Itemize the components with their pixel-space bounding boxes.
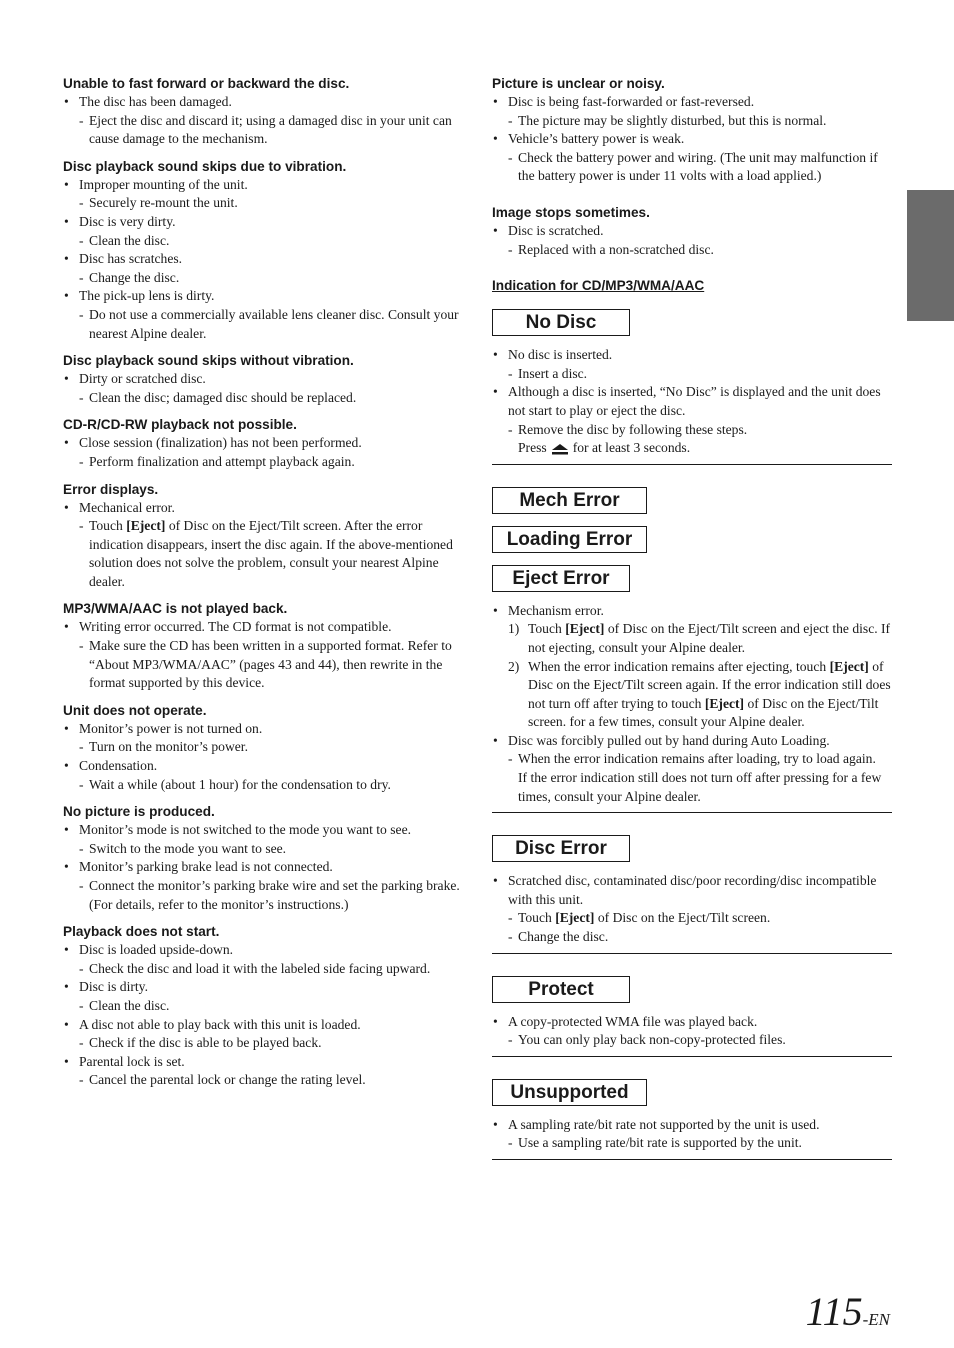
sub-item: - Wait a while (about 1 hour) for the condensation to dry. [79,776,391,792]
sub-item: - Switch to the mode you want to see. [79,840,287,856]
troubleshoot-section [63,702,465,794]
list-item: • Disc is scratched. - Replaced with a non-scratched disc. [492,222,892,259]
indication-unsupported [492,1079,892,1160]
section-heading: Unable to fast forward or backward the disc. [63,76,350,91]
eject-icon [551,443,569,455]
list-item: • Close session (finalization) has not been performed. - Perform finalization and attempt playback again. [63,434,465,471]
list-item: • Disc is dirty. - Clean the disc. [63,978,465,1015]
sub-item: - Securely re-mount the unit. [79,195,238,211]
page-number: 115-EN [805,1289,890,1334]
list-item: • Disc is loaded upside-down. - Check the disc and load it with the labeled side facing upward. [63,941,465,978]
list-item: • Scratched disc, contaminated disc/poor recording/disc incompatible with this unit. - Touch [Eject] of Disc on the Eject/Tilt screen. - Change the disc. [493,873,877,945]
troubleshoot-section [63,352,465,407]
list-item: • Improper mounting of the unit. - Securely re-mount the unit. [63,176,465,213]
sub-item: - Cancel the parental lock or change the rating level. [79,1072,366,1088]
list-item: • Mechanism error. 1) Touch [Eject] of Disc on the Eject/Tilt screen and eject the disc. If not ejecting, consult your Alpine dealer. 2) When the error indication remains after ejecting, touch [Eject] of Disc on the Eject/Tilt screen again. If the error indication still does not turn off after trying to touch [Eject] of Disc on the Eject/Tilt screen. for a few times, consult your Alpine dealer. [493,602,891,730]
list-item: • Although a disc is inserted, “No Disc” is displayed and the unit does not start to play or eject the disc. - Remove the disc by following these steps. Press for at least 3 seconds. [493,384,881,456]
sub-item: - Turn on the monitor’s power. [79,739,248,755]
sub-item: - Replaced with a non-scratched disc. [508,241,714,257]
list-item: • No disc is inserted. - Insert a disc. [493,347,613,381]
indication-no-disc [492,309,892,465]
list-item: • The pick-up lens is dirty. - Do not use a commercially available lens cleaner disc. Consult your nearest Alpine dealer. [63,287,465,343]
section-heading: Playback does not start. [63,924,220,940]
list-item: • Mechanical error. - Touch [Eject] of Disc on the Eject/Tilt screen. After the error indication disappears, insert the disc again. If the above-mentioned solution does not solve the problem, consult your nearest Alpine dealer. [63,499,465,592]
troubleshoot-section [63,416,465,471]
sub-item: - Check the disc and load it with the labeled side facing upward. [79,960,431,976]
list-item: • Writing error occurred. The CD format is not compatible. - Make sure the CD has been written in a supported format. Refer to “About MP3/WMA/AAC” (pages 43 and 44), then rewrite in the format supported by this device. [63,618,465,692]
sub-item: - Change the disc. [79,269,180,285]
list-item: • Disc was forcibly pulled out by hand during Auto Loading. - When the error indication remains after loading, try to load again. If the error indication still does not turn off after pressing for a few times, consult your Alpine dealer. [493,732,882,804]
sub-item: - Check the battery power and wiring. (The unit may malfunction if the battery power is under 11 volts with a load applied.) [508,149,878,184]
section-heading: Image stops sometimes. [492,204,650,220]
sub-item: - Eject the disc and discard it; using a damaged disc in your unit can cause damage to the mechanism. [79,112,452,147]
list-item: • Dirty or scratched disc. - Clean the disc; damaged disc should be replaced. [63,370,465,407]
no-disc-label: No Disc [492,309,630,336]
mech-error-label: Mech Error [492,487,647,514]
list-item: • Parental lock is set. - Cancel the parental lock or change the rating level. [63,1053,465,1090]
sub-item: - Connect the monitor’s parking brake wire and set the parking brake. (For details, refer to the monitor’s instructions.) [79,878,460,912]
sub-item: - The picture may be slightly disturbed, but this is normal. [508,112,827,128]
section-heading: Unit does not operate. [63,702,207,718]
protect-label: Protect [492,976,630,1003]
left-column [63,75,465,1099]
troubleshoot-section [63,481,465,592]
troubleshoot-section [492,204,892,259]
troubleshoot-section [63,600,465,692]
section-heading: Disc playback sound skips without vibration. [63,353,354,369]
sub-item: - Check if the disc is able to be played back. [79,1035,322,1051]
list-item: • Disc is very dirty. - Clean the disc. [63,213,465,250]
section-tab-marker [907,190,954,321]
list-item: • The disc has been damaged. - Eject the disc and discard it; using a damaged disc in your unit can cause damage to the mechanism. [63,93,465,149]
sub-item: - Clean the disc. [79,232,170,248]
section-heading: MP3/WMA/AAC is not played back. [63,601,288,617]
eject-error-label: Eject Error [492,565,630,592]
troubleshoot-section [63,158,465,343]
loading-error-label: Loading Error [492,526,647,553]
troubleshoot-section [492,75,892,186]
list-item: • Monitor’s mode is not switched to the mode you want to see. - Switch to the mode you want to see. [63,821,465,858]
section-heading: No picture is produced. [63,804,215,820]
indication-heading: Indication for CD/MP3/WMA/AAC [492,278,705,294]
indication-disc-error [492,835,892,953]
indication-mech-error [492,487,892,814]
list-item: • Condensation. - Wait a while (about 1 hour) for the condensation to dry. [63,757,465,794]
list-item: • Disc has scratches. - Change the disc. [63,250,465,287]
indication-protect [492,976,892,1057]
section-heading: Error displays. [63,481,159,497]
sub-item: - Touch [Eject] of Disc on the Eject/Tilt screen. After the error indication disappears, insert the disc again. If the above-mentioned solution does not solve the problem, consult your nearest Alpine dealer. [79,518,453,589]
troubleshoot-section [63,923,465,1090]
list-item: • A sampling rate/bit rate not supported by the unit is used. - Use a sampling rate/bit rate is supported by the unit. [493,1116,820,1151]
section-heading: CD-R/CD-RW playback not possible. [63,417,297,433]
sub-item: - Do not use a commercially available lens cleaner disc. Consult your nearest Alpine dealer. [79,306,459,341]
list-item: • Vehicle’s battery power is weak. - Check the battery power and wiring. (The unit may malfunction if the battery power is under 11 volts with a load applied.) [492,130,892,186]
section-heading: Picture is unclear or noisy. [492,76,665,91]
list-item: • Monitor’s parking brake lead is not connected. - Connect the monitor’s parking brake wire and set the parking brake. (For details, refer to the monitor’s instructions.) [63,858,465,914]
list-item: • A disc not able to play back with this unit is loaded. - Check if the disc is able to be played back. [63,1016,465,1053]
unsupported-label: Unsupported [492,1079,647,1106]
list-item: • Monitor’s power is not turned on. - Turn on the monitor’s power. [63,720,465,757]
sub-item: - Make sure the CD has been written in a supported format. Refer to “About MP3/WMA/AAC” (pages 43 and 44), then rewrite in the format supported by this device. [79,638,452,691]
sub-item: - Perform finalization and attempt playback again. [79,453,355,469]
list-item: • Disc is being fast-forwarded or fast-reversed. - The picture may be slightly disturbed, but this is normal. [492,93,892,130]
right-column [492,75,892,1182]
troubleshoot-section [63,803,465,914]
sub-item: - Clean the disc. [79,997,170,1013]
disc-error-label: Disc Error [492,835,630,862]
section-heading: Disc playback sound skips due to vibration. [63,158,347,174]
troubleshoot-section [63,75,465,149]
sub-item: - Clean the disc; damaged disc should be replaced. [79,389,357,405]
list-item: • A copy-protected WMA file was played back. - You can only play back non-copy-protected files. [493,1013,786,1048]
